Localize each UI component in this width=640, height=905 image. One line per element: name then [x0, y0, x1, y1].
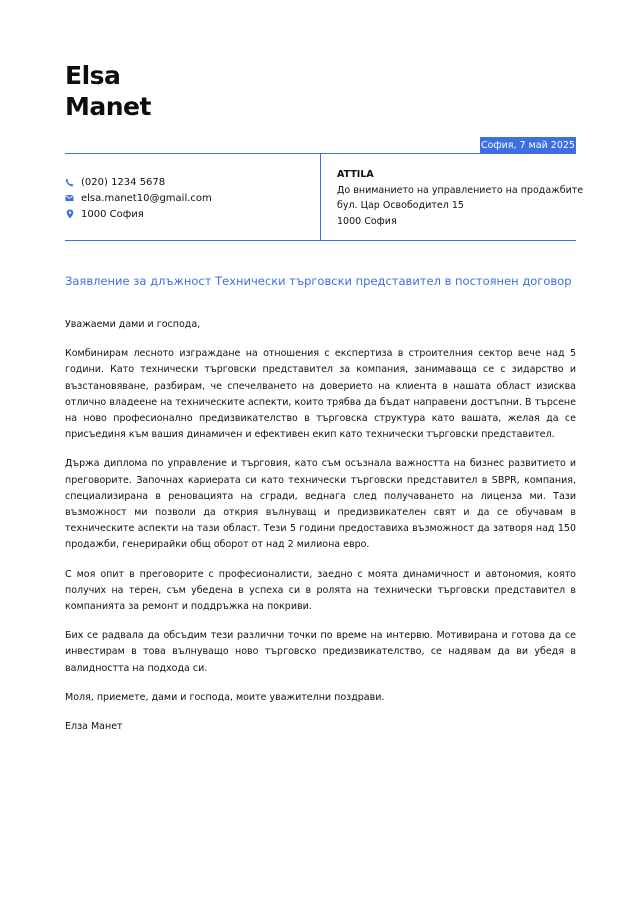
- contact-block: [65, 174, 315, 222]
- contact-phone: [65, 174, 315, 190]
- letter-paragraph: Бих се радвала да обсъдим тези различни точки по време на интервю. Мотивирана и готова да се инвестирам в това вълнуващо ново търговско предизвикателство, се надявам да ви убедя в валидността на подхода си.: [65, 630, 576, 674]
- email-icon: [65, 194, 74, 203]
- recipient-block: [337, 167, 584, 229]
- letter-paragraph: С моя опит в преговорите с професионалисти, заедно с моята динамичност и автономия, която получих на терен, съм убедена в успеха си в ролята на технически търговски представител в компанията за ремонт и поддръжка на покриви.: [65, 568, 576, 613]
- phone-icon: [65, 178, 74, 187]
- contact-address: [65, 206, 315, 222]
- address-text: 1000 София: [81, 208, 144, 220]
- letter-salutation: Уважаеми дами и господа,: [65, 319, 201, 330]
- recipient-attention: До вниманието на управлението на продажбите: [337, 184, 584, 196]
- sender-last-name: Manet: [65, 92, 151, 121]
- letter-closing: Моля, приемете, дами и господа, моите уважителни поздрави.: [65, 691, 385, 703]
- letter-paragraph: Държа диплома по управление и търговия, като съм осъзнала важността на бизнес развитието и преговорите. Започнах кариерата си като технически търговски представител в SBPR, компания, специализирана в реновацията на сгради, веднага след получаването на лиценза ми. Тази възможност ми позволи да открия вълнуващ и предизвикателен свят и да се обучавам в техническите аспекти на тази област. Тези 5 години предоставиха възможност да затворя над 150 продажби, генерирайки общ оборот от над 2 милиона евро.: [65, 458, 576, 551]
- letter-subject: Заявление за длъжност Технически търговски представител в постоянен договор: [65, 274, 572, 288]
- header-divider-vertical: [320, 153, 321, 241]
- recipient-street: бул. Цар Освободител 15: [337, 200, 464, 211]
- sender-name: [65, 60, 151, 122]
- date-badge: София, 7 май 2025: [480, 137, 576, 154]
- sender-first-name: Elsa: [65, 61, 121, 90]
- header-divider-bottom: [65, 240, 576, 241]
- letter-paragraph: Комбинирам лесното изграждане на отношения с експертиза в строителния сектор вече над 5 години. Като технически търговски представител за компания, занимаваща се с зидарство и възстановяване, разбирам, че спечелването на доверието на клиента в нашата област изисква отлично владеене на техническите аспекти, които трябва да бъдат направени достъпни. В търсене на ново професионално предизвикателство в търговска структура като вашата, желая да се присъединя към вашия динамичен и ефективен екип като технически търговски представител.: [65, 348, 576, 441]
- contact-email: [65, 190, 315, 206]
- recipient-company: ATTILA: [337, 169, 374, 180]
- letter-signature: Елза Манет: [65, 721, 123, 733]
- location-pin-icon: [65, 210, 74, 219]
- recipient-city: 1000 София: [337, 215, 397, 227]
- phone-number: (020) 1234 5678: [81, 176, 166, 188]
- letter-body: [65, 317, 576, 735]
- email-address: elsa.manet10@gmail.com: [81, 192, 212, 204]
